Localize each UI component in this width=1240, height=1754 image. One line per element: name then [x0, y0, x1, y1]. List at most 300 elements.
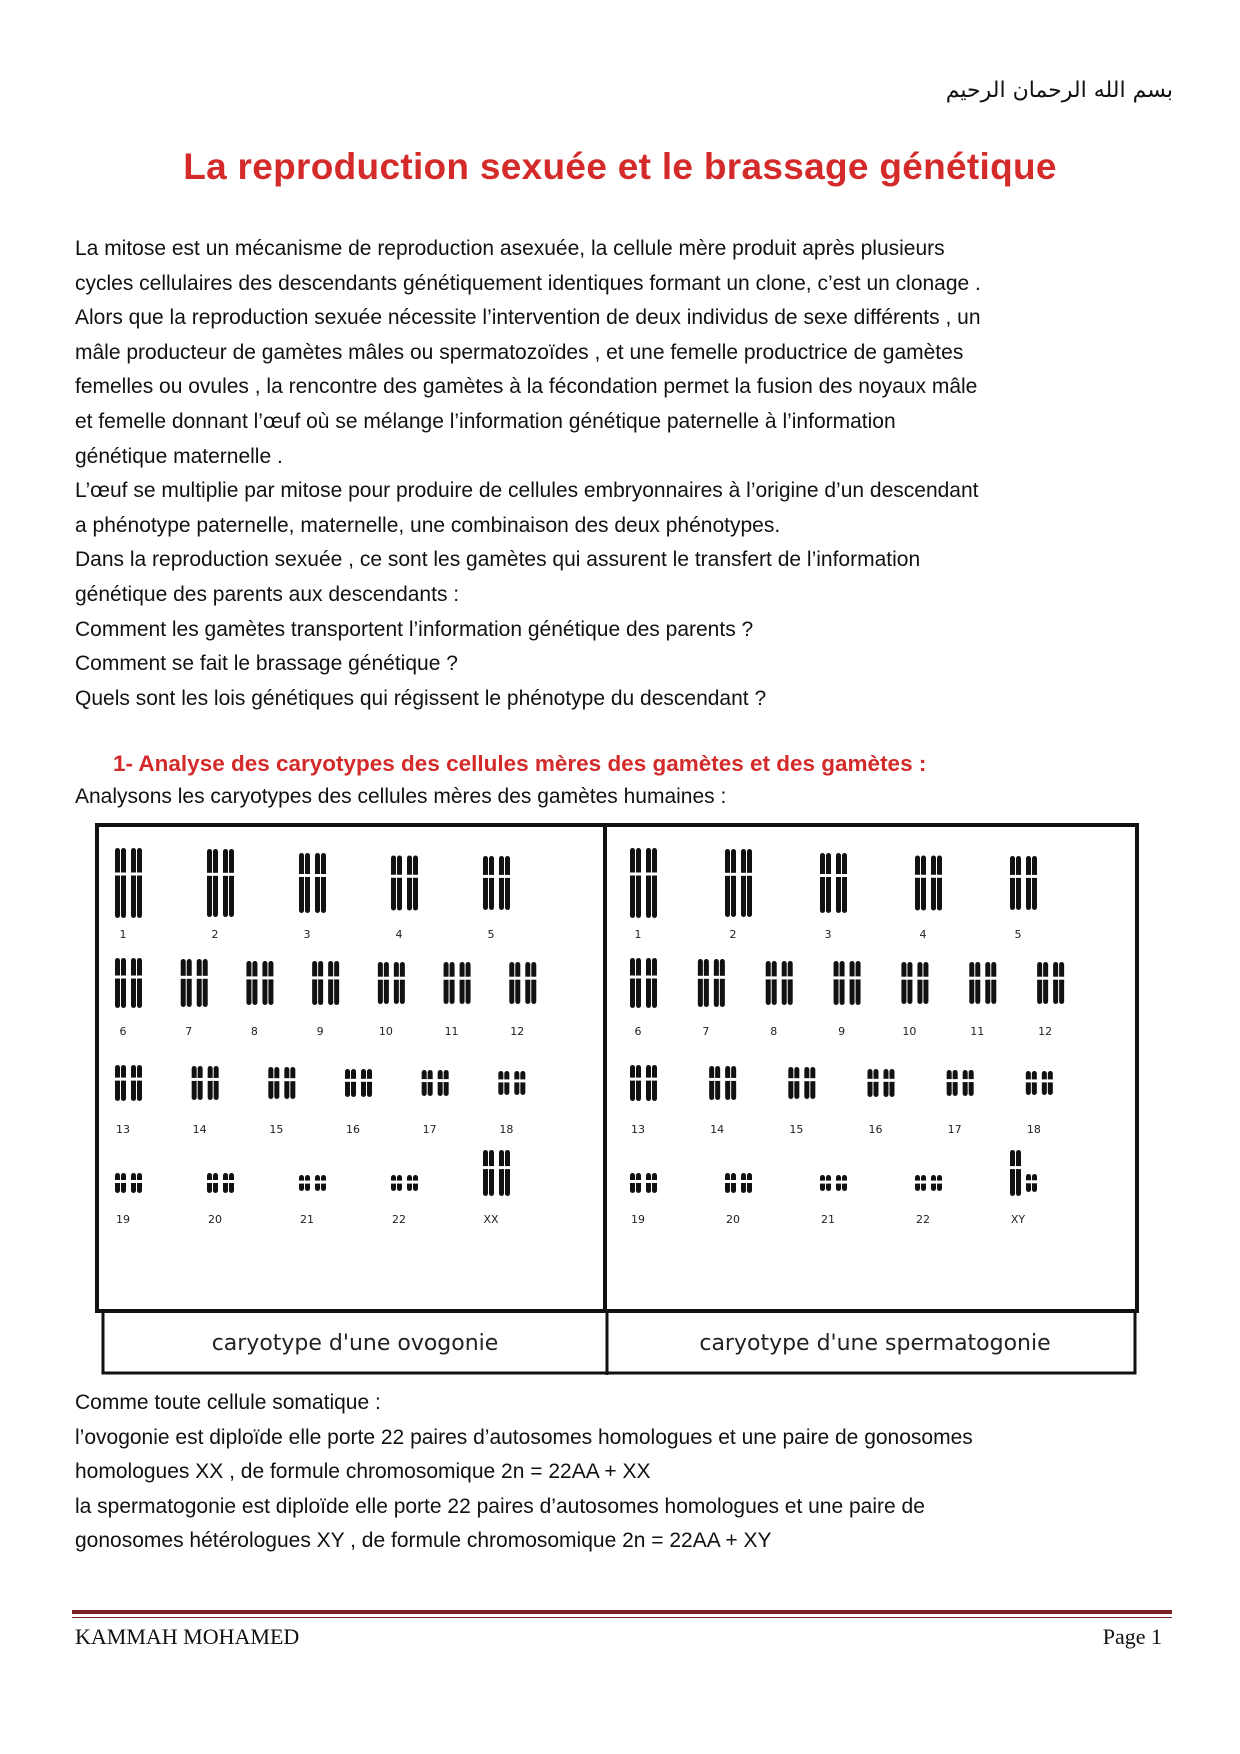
chromatid — [268, 1067, 273, 1099]
text-line: Comme toute cellule somatique : — [75, 1391, 381, 1414]
text-line: L’œuf se multiplie par mitose pour produire de cellules embryonnaires à l’origine d’un descendant — [75, 479, 979, 503]
chromosome — [207, 1066, 220, 1100]
centromere — [916, 977, 929, 980]
chromosome-pair — [267, 1067, 296, 1099]
chromosome — [406, 1175, 419, 1191]
chromatid — [428, 1070, 433, 1096]
chromatid — [636, 848, 641, 918]
pair-number: 15 — [269, 1123, 284, 1136]
chromosome — [497, 1071, 510, 1095]
centromere — [508, 977, 521, 980]
chromosome — [390, 1175, 403, 1191]
centromere — [482, 875, 495, 878]
centromere — [984, 977, 997, 980]
footer-author: KAMMAH MOHAMED — [75, 1624, 300, 1649]
chromosome — [314, 853, 327, 913]
chromosome — [508, 962, 521, 1004]
text-line: Quels sont les lois génétiques qui régissent le phénotype du descendant ? — [75, 686, 767, 710]
chromatid — [923, 962, 928, 1004]
pair-number: 13 — [631, 1123, 645, 1136]
chromosome — [645, 958, 658, 1008]
chromosome — [697, 959, 710, 1007]
chromatid — [187, 959, 192, 1007]
text-line: Dans la reproduction sexuée , ce sont les gamètes qui assurent le transfert de l’information — [75, 548, 921, 572]
chromosome-pair — [914, 856, 943, 911]
chromatid — [741, 849, 746, 917]
chromatid — [731, 849, 736, 917]
chromatid — [284, 1067, 289, 1099]
pair-number: 7 — [185, 1025, 193, 1038]
chromosome — [406, 856, 419, 911]
chromatid — [636, 958, 641, 1008]
centromere — [245, 976, 258, 979]
chromatid — [131, 848, 136, 918]
centromere — [390, 1181, 403, 1184]
centromere — [393, 977, 406, 980]
pair-number: 17 — [947, 1123, 962, 1136]
pair-number: 20 — [726, 1213, 740, 1226]
pair-number: 1 — [634, 928, 642, 941]
chromatid — [1026, 1071, 1031, 1095]
centromere — [946, 1079, 959, 1082]
chromatid — [915, 856, 920, 911]
chromosome — [498, 1150, 511, 1196]
chromosome — [1009, 856, 1022, 910]
chromatid — [466, 962, 471, 1004]
pair-number: 14 — [192, 1123, 207, 1136]
chromatid — [498, 1071, 503, 1095]
chromatid — [315, 853, 320, 913]
centromere — [883, 1079, 896, 1082]
chromatid — [720, 959, 725, 1007]
chromatid — [214, 1066, 219, 1100]
chromosome — [946, 1070, 959, 1096]
text-line: gonosomes hétérologues XY , de formule chromosomique 2n = 22AA + XY — [75, 1529, 772, 1553]
centromere — [114, 873, 127, 876]
chromosome-pair — [114, 958, 143, 1008]
text-line: l’ovogonie est diploïde elle porte 22 paires d’autosomes homologues et une paire de gonosomes — [75, 1425, 973, 1449]
chromosome-pair — [833, 961, 862, 1005]
pair-number: 8 — [250, 1025, 258, 1038]
chromosome-pair — [867, 1069, 896, 1097]
chromatid — [499, 1150, 504, 1196]
chromosome — [114, 1065, 127, 1101]
chromosome — [245, 961, 258, 1005]
chromatid — [400, 962, 405, 1004]
centromere — [298, 1181, 311, 1184]
chromatid — [1053, 962, 1058, 1004]
text-line: a phénotype paternelle, maternelle, une combinaison des deux phénotypes. — [75, 513, 781, 537]
chromosome-pair — [819, 1175, 848, 1191]
chromatid — [725, 849, 730, 917]
chromosome-pair — [1025, 1071, 1054, 1095]
pair-number: 20 — [208, 1213, 222, 1226]
chromatid — [704, 959, 709, 1007]
centromere — [497, 1079, 510, 1082]
sex-chromosome-label: XX — [483, 1213, 499, 1226]
chromatid — [646, 1065, 651, 1101]
chromatid — [766, 961, 771, 1005]
chromatid — [422, 1070, 427, 1096]
centromere — [914, 1181, 927, 1184]
chromosome — [114, 848, 127, 918]
centromere — [130, 1180, 143, 1183]
centromere — [377, 977, 390, 980]
chromosome-pair — [914, 1175, 943, 1191]
chromatid — [246, 961, 251, 1005]
chromosome-pair — [724, 849, 753, 917]
centromere — [645, 976, 658, 979]
chromosome — [206, 1173, 219, 1193]
chromosome — [267, 1067, 280, 1099]
chromatid — [208, 1066, 213, 1100]
chromatid — [345, 1069, 350, 1097]
chromatid — [312, 961, 317, 1005]
chromosome — [261, 961, 274, 1005]
centromere — [180, 976, 193, 979]
centromere — [283, 1078, 296, 1081]
centromere — [930, 1181, 943, 1184]
chromosome — [819, 853, 832, 913]
centromere — [724, 1078, 737, 1081]
pair-number: 18 — [1026, 1123, 1041, 1136]
centromere — [130, 873, 143, 876]
chromosome — [740, 849, 753, 917]
chromosome-pair — [629, 958, 658, 1008]
chromatid — [444, 1070, 449, 1096]
chromatid — [131, 1065, 136, 1101]
chromatid — [931, 856, 936, 911]
chromosome — [377, 962, 390, 1004]
pair-number: 4 — [919, 928, 927, 941]
chromatid — [890, 1069, 895, 1097]
centromere — [914, 875, 927, 878]
centromere — [1009, 1166, 1022, 1169]
pair-number: 12 — [510, 1025, 525, 1038]
chromosome — [459, 962, 472, 1004]
centromere — [206, 1180, 219, 1183]
centromere — [114, 1078, 127, 1081]
centromere — [222, 1180, 235, 1183]
chromatid — [351, 1069, 356, 1097]
pair-number: 3 — [303, 928, 311, 941]
chromatid — [115, 1065, 120, 1101]
chromosome-pair — [497, 1071, 526, 1095]
centromere — [406, 1181, 419, 1184]
chromosome-pair — [298, 1175, 327, 1191]
chromosome — [835, 1175, 848, 1191]
text-line: Comment les gamètes transportent l’information génétique des parents ? — [75, 617, 754, 641]
pair-number: 19 — [631, 1213, 645, 1226]
chromosome — [524, 962, 537, 1004]
centromere — [867, 1079, 880, 1082]
centromere — [819, 874, 832, 877]
chromatid — [115, 958, 120, 1008]
intro-paragraph — [75, 232, 1185, 716]
pair-number: 5 — [1014, 928, 1022, 941]
pair-number: 22 — [916, 1213, 930, 1226]
chromatid — [1048, 1071, 1053, 1095]
chromatid — [969, 962, 974, 1004]
pair-number: 11 — [970, 1025, 985, 1038]
centromere — [1036, 977, 1049, 980]
chromosome — [787, 1067, 800, 1099]
chromosome — [629, 958, 642, 1008]
chromosome-pair — [311, 961, 340, 1005]
chromosome — [311, 961, 324, 1005]
chromatid — [115, 848, 120, 918]
chromatid — [636, 1065, 641, 1101]
chromatid — [652, 848, 657, 918]
chromatid — [975, 962, 980, 1004]
pair-number: 2 — [729, 928, 737, 941]
chromosome — [900, 962, 913, 1004]
chromosome-pair — [900, 962, 929, 1004]
chromosome-pair — [482, 856, 511, 910]
chromosome — [1052, 962, 1065, 1004]
chromatid — [504, 1071, 509, 1095]
centromere — [849, 976, 862, 979]
pair-number: 16 — [346, 1123, 360, 1136]
pair-number: 8 — [770, 1025, 778, 1038]
pair-number: 12 — [1038, 1025, 1053, 1038]
chromosome — [645, 848, 658, 918]
chromosome — [819, 1175, 832, 1191]
chromatid — [1026, 856, 1031, 910]
conclusion-paragraph — [75, 1386, 1185, 1559]
chromosome — [883, 1069, 896, 1097]
chromatid — [804, 1067, 809, 1099]
chromatid — [714, 959, 719, 1007]
centromere — [482, 1166, 495, 1169]
chromatid — [1059, 962, 1064, 1004]
centromere — [787, 1078, 800, 1081]
centromere — [765, 976, 778, 979]
chromosome-pair — [206, 1173, 235, 1193]
centromere — [645, 873, 658, 876]
chromosome-pair — [390, 856, 419, 911]
text-line: cycles cellulaires des descendants génétiquement identiques formant un clone, c’est un clonage . — [75, 271, 981, 295]
footer-rule — [72, 1610, 1172, 1614]
chromosome — [114, 958, 127, 1008]
pair-number: 10 — [902, 1025, 917, 1038]
chromosome-pair — [180, 959, 209, 1007]
pair-number: 19 — [116, 1213, 130, 1226]
text-line: femelles ou ovules , la rencontre des gamètes à la fécondation permet la fusion des noyaux mâle — [75, 375, 978, 399]
centromere — [196, 976, 209, 979]
chromatid — [514, 1071, 519, 1095]
chromosome-pair — [708, 1066, 737, 1100]
chromatid — [969, 1070, 974, 1096]
centromere — [437, 1079, 450, 1082]
chromatid — [698, 959, 703, 1007]
centromere — [443, 977, 456, 980]
chromatid — [378, 962, 383, 1004]
pair-number: 17 — [422, 1123, 437, 1136]
centromere — [900, 977, 913, 980]
chromatid — [274, 1067, 279, 1099]
centromere — [261, 976, 274, 979]
chromatid — [1016, 1150, 1021, 1196]
centromere — [314, 874, 327, 877]
section-heading: 1- Analyse des caryotypes des cellules mères des gamètes et des gamètes : — [113, 751, 927, 776]
centromere — [207, 1078, 220, 1081]
spermatogonie-caption: caryotype d'une spermatogonie — [699, 1331, 1051, 1356]
chromatid — [121, 848, 126, 918]
chromatid — [438, 1070, 443, 1096]
chromatid — [499, 856, 504, 910]
centromere — [697, 976, 710, 979]
centromere — [314, 1181, 327, 1184]
chromosome — [298, 853, 311, 913]
chromatid — [407, 856, 412, 911]
chromosome — [629, 1173, 642, 1193]
chromosome — [1036, 962, 1049, 1004]
chromosome — [191, 1066, 204, 1100]
chromatid — [630, 1065, 635, 1101]
centromere — [524, 977, 537, 980]
chromatid — [391, 856, 396, 911]
page-title: La reproduction sexuée et le brassage génétique — [183, 146, 1057, 187]
centromere — [498, 875, 511, 878]
chromatid — [394, 962, 399, 1004]
chromatid — [509, 962, 514, 1004]
centromere — [930, 875, 943, 878]
centromere — [327, 976, 340, 979]
chromatid — [489, 1150, 494, 1196]
chromatid — [921, 856, 926, 911]
pair-number: 6 — [119, 1025, 127, 1038]
centromere — [803, 1078, 816, 1081]
chromosome-pair — [629, 1173, 658, 1193]
centromere — [130, 976, 143, 979]
chromatid — [520, 1071, 525, 1095]
chromatid — [630, 958, 635, 1008]
chromosome — [360, 1069, 373, 1097]
chromatid — [489, 856, 494, 910]
centromere — [629, 1078, 642, 1081]
chromatid — [1042, 1071, 1047, 1095]
text-line: génétique maternelle . — [75, 444, 283, 468]
chromatid — [715, 1066, 720, 1100]
chromatid — [917, 962, 922, 1004]
chromosome — [835, 853, 848, 913]
centromere — [406, 875, 419, 878]
chromatid — [1016, 856, 1021, 910]
chromatid — [328, 961, 333, 1005]
chromosome-pair — [697, 959, 726, 1007]
pair-number: 13 — [116, 1123, 130, 1136]
chromosome-pair — [787, 1067, 816, 1099]
chromosome — [984, 962, 997, 1004]
chromosome — [968, 962, 981, 1004]
chromatid — [137, 848, 142, 918]
chromatid — [505, 856, 510, 910]
chromosome — [390, 856, 403, 911]
chromosome — [645, 1065, 658, 1101]
sex-chromosomes — [1009, 1150, 1038, 1196]
chromosome — [222, 849, 235, 917]
chromosome-pair — [629, 1065, 658, 1101]
pair-number: 16 — [868, 1123, 883, 1136]
chromosome-pair — [1036, 962, 1065, 1004]
centromere — [819, 1181, 832, 1184]
centromere — [311, 976, 324, 979]
centromere — [344, 1079, 357, 1082]
chromosome — [781, 961, 794, 1005]
ovogonie-caption: caryotype d'une ovogonie — [211, 1331, 499, 1356]
chromosome — [724, 1173, 737, 1193]
chromatid — [384, 962, 389, 1004]
pair-number: 7 — [702, 1025, 710, 1038]
pair-number: 10 — [378, 1025, 393, 1038]
chromatid — [450, 962, 455, 1004]
pair-number: 14 — [710, 1123, 725, 1136]
centromere — [645, 1078, 658, 1081]
chromosome — [114, 1173, 127, 1193]
chromosome-pair — [191, 1066, 220, 1100]
chromatid — [953, 1070, 958, 1096]
pair-number: 9 — [316, 1025, 324, 1038]
chromosome — [180, 959, 193, 1007]
chromosome-pair — [114, 848, 143, 918]
centromere — [421, 1079, 434, 1082]
text-line: Comment se fait le brassage génétique ? — [75, 652, 458, 676]
chromosome — [498, 856, 511, 910]
chromosome — [443, 962, 456, 1004]
chromosome — [708, 1066, 721, 1100]
pair-number: 18 — [499, 1123, 514, 1136]
chromatid — [137, 958, 142, 1008]
chromatid — [630, 848, 635, 918]
chromosome — [833, 961, 846, 1005]
chromatid — [1010, 856, 1015, 910]
chromatid — [413, 856, 418, 911]
centromere — [114, 1180, 127, 1183]
chromosome — [914, 1175, 927, 1191]
chromosome — [1041, 1071, 1054, 1095]
chromosome — [1025, 1174, 1038, 1192]
pair-number: 11 — [444, 1025, 459, 1038]
chromatid — [1043, 962, 1048, 1004]
pair-number: 21 — [300, 1213, 314, 1226]
chromosome — [629, 1065, 642, 1101]
chromosome — [482, 1150, 495, 1196]
chromatid — [709, 1066, 714, 1100]
chromosome-pair — [114, 1173, 143, 1193]
text-line: la spermatogonie est diploïde elle porte 22 paires d’autosomes homologues et une paire de — [75, 1494, 925, 1518]
chromatid — [991, 962, 996, 1004]
chromosome — [740, 1173, 753, 1193]
chromatid — [725, 1066, 730, 1100]
chromosome — [437, 1070, 450, 1096]
chromosome — [314, 1175, 327, 1191]
chromatid — [840, 961, 845, 1005]
chromatid — [268, 961, 273, 1005]
chromatid — [772, 961, 777, 1005]
centromere — [267, 1078, 280, 1081]
chromatid — [397, 856, 402, 911]
chromatid — [305, 853, 310, 913]
chromosome-pair — [724, 1173, 753, 1193]
chromosome — [1025, 1071, 1038, 1095]
chromosome — [196, 959, 209, 1007]
centromere — [206, 873, 219, 876]
chromatid — [985, 962, 990, 1004]
pair-number: 21 — [821, 1213, 835, 1226]
centromere — [645, 1180, 658, 1183]
chromosome-pair — [946, 1070, 975, 1096]
